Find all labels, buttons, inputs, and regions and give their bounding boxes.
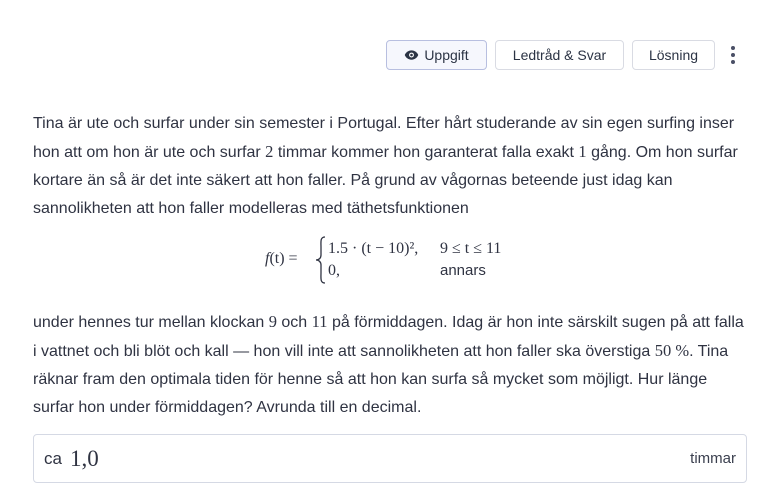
math-number: 1 — [578, 142, 587, 161]
answer-prefix: ca — [44, 448, 62, 468]
text-segment: Tina är ute och surfar under sin semester i Portugal. Efter hårt studerande av sin egen surfing inser hon att om hon är ute och surfar — [33, 115, 735, 161]
uppgift-button[interactable] — [386, 40, 487, 70]
case-1-expression: 1.5 · (t − 10)², — [328, 240, 419, 257]
math-number: 2 — [265, 142, 274, 161]
formula-lhs: f(t) = — [265, 250, 298, 267]
losning-button[interactable] — [632, 40, 715, 70]
text-segment: timmar kommer hon garanterat falla exakt — [273, 144, 579, 161]
problem-paragraph-2 — [33, 308, 748, 422]
text-segment: . Tina räknar fram den optimala tiden för henne så att hon kan surfa så mycket som möjligt. Hur länge surfar hon under förmiddagen? Avrunda till en decimal. — [33, 343, 729, 416]
uppgift-label: Uppgift — [424, 47, 469, 63]
text-segment: på förmiddagen. Idag är hon inte särskilt sugen på att falla i vattnet och bli blöt och kall — hon vill inte att sannolikheten att hon faller ska överstiga — [33, 314, 744, 360]
answer-value[interactable]: 1,0 — [69, 445, 99, 471]
losning-label: Lösning — [648, 47, 699, 63]
math-number: 11 — [311, 312, 328, 331]
answer-unit: timmar — [690, 450, 736, 467]
case-2-expression: 0, — [328, 262, 340, 279]
ledtrad-svar-button[interactable] — [495, 40, 624, 70]
case-2-condition: annars — [440, 262, 486, 279]
text-segment: under hennes tur mellan klockan — [33, 314, 269, 331]
more-options-icon[interactable] — [723, 40, 743, 70]
case-1-condition: 9 ≤ t ≤ 11 — [440, 240, 502, 257]
ledtrad-label: Ledtråd & Svar — [512, 47, 607, 63]
left-brace — [315, 236, 327, 284]
problem-paragraph-1 — [33, 110, 748, 223]
toolbar — [386, 40, 743, 70]
text-segment: och — [276, 314, 312, 331]
math-percent: 50 % — [654, 341, 690, 360]
text-segment: gång. Om hon surfar kortare än så är det inte säkert att hon faller. På grund av vågornas beteende just idag kan sannolikheten att hon faller modelleras med täthetsfunktionen — [33, 144, 738, 217]
eye-icon — [404, 49, 419, 61]
answer-field[interactable] — [33, 434, 747, 483]
math-number: 9 — [268, 312, 277, 331]
